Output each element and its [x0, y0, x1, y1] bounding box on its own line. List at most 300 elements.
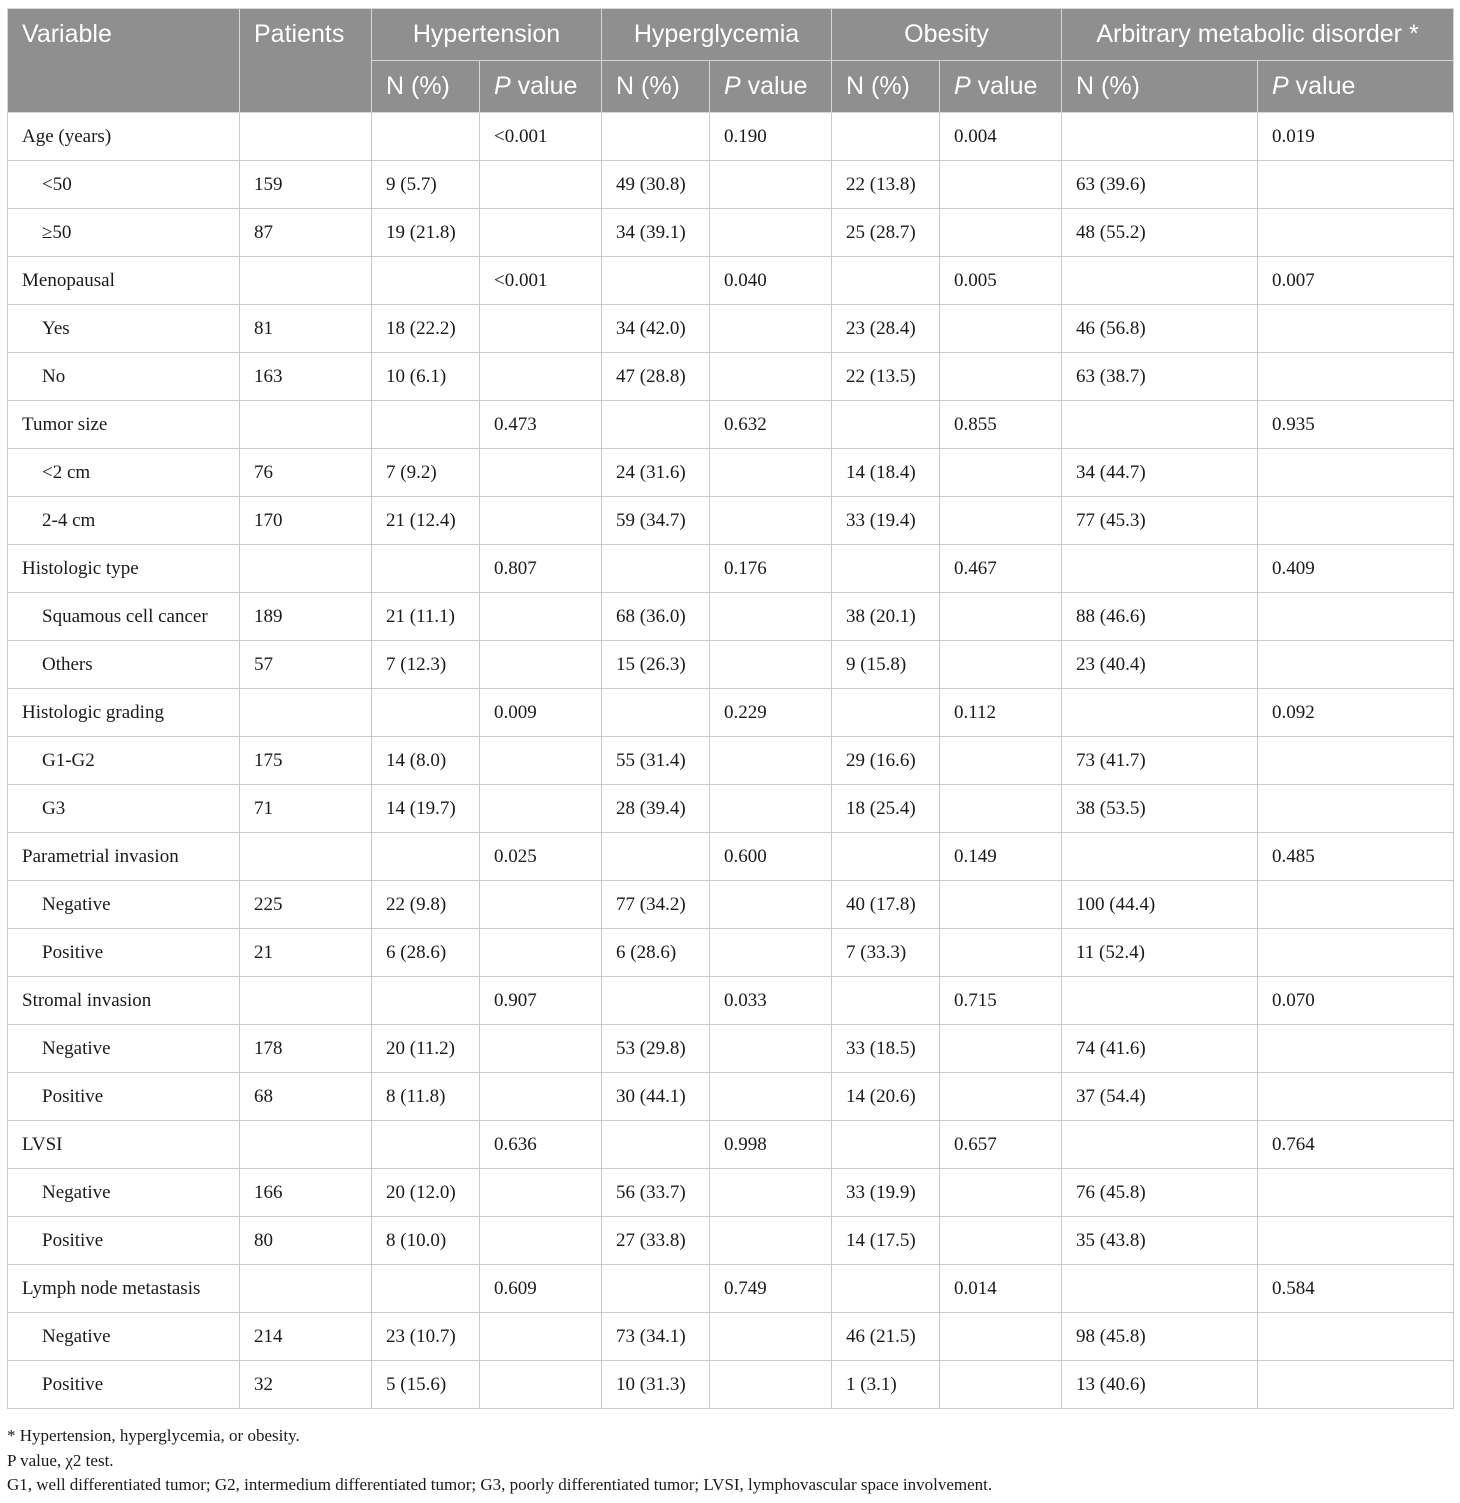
- p-value-cell: 0.019: [1258, 113, 1454, 161]
- table-row: [8, 497, 1454, 545]
- n-pct-cell: 63 (38.7): [1062, 353, 1258, 401]
- n-pct-cell: 38 (20.1): [832, 593, 940, 641]
- n-pct-cell: [372, 833, 480, 881]
- n-pct-cell: 20 (11.2): [372, 1025, 480, 1073]
- patients-cell: 32: [240, 1361, 372, 1409]
- p-value-cell: [480, 353, 602, 401]
- table-row: [8, 641, 1454, 689]
- p-value-cell: [710, 929, 832, 977]
- header-p-rest: value: [1288, 72, 1356, 100]
- header-group: Hyperglycemia: [602, 9, 832, 61]
- p-value-cell: [480, 305, 602, 353]
- header-n-pct: N (%): [832, 61, 940, 113]
- n-pct-cell: [1062, 113, 1258, 161]
- patients-cell: [240, 401, 372, 449]
- row-label: G3: [8, 785, 240, 833]
- p-value-cell: [480, 1169, 602, 1217]
- p-value-cell: 0.807: [480, 545, 602, 593]
- n-pct-cell: 48 (55.2): [1062, 209, 1258, 257]
- p-value-cell: [1258, 353, 1454, 401]
- footnote: * Hypertension, hyperglycemia, or obesity.: [7, 1426, 300, 1445]
- p-value-cell: 0.190: [710, 113, 832, 161]
- p-value-cell: 0.935: [1258, 401, 1454, 449]
- n-pct-cell: 49 (30.8): [602, 161, 710, 209]
- table-row: [8, 785, 1454, 833]
- n-pct-cell: 33 (18.5): [832, 1025, 940, 1073]
- row-label: Negative: [8, 881, 240, 929]
- n-pct-cell: 23 (40.4): [1062, 641, 1258, 689]
- patients-cell: 214: [240, 1313, 372, 1361]
- table-row: [8, 1217, 1454, 1265]
- p-value-cell: 0.473: [480, 401, 602, 449]
- row-label: Negative: [8, 1169, 240, 1217]
- table-row: [8, 305, 1454, 353]
- p-value-cell: [940, 353, 1062, 401]
- header-group: Arbitrary metabolic disorder *: [1062, 9, 1454, 61]
- p-value-cell: [940, 1361, 1062, 1409]
- patients-cell: 76: [240, 449, 372, 497]
- patients-cell: [240, 833, 372, 881]
- n-pct-cell: 77 (45.3): [1062, 497, 1258, 545]
- n-pct-cell: [832, 401, 940, 449]
- p-value-cell: 0.007: [1258, 257, 1454, 305]
- p-value-cell: [710, 593, 832, 641]
- p-value-cell: [940, 737, 1062, 785]
- p-value-cell: [940, 1169, 1062, 1217]
- n-pct-cell: [372, 977, 480, 1025]
- p-value-cell: [480, 209, 602, 257]
- p-value-cell: [1258, 305, 1454, 353]
- n-pct-cell: 46 (56.8): [1062, 305, 1258, 353]
- p-value-cell: 0.715: [940, 977, 1062, 1025]
- n-pct-cell: [1062, 689, 1258, 737]
- n-pct-cell: 30 (44.1): [602, 1073, 710, 1121]
- n-pct-cell: 7 (12.3): [372, 641, 480, 689]
- n-pct-cell: 40 (17.8): [832, 881, 940, 929]
- n-pct-cell: 68 (36.0): [602, 593, 710, 641]
- n-pct-cell: 53 (29.8): [602, 1025, 710, 1073]
- p-value-cell: [1258, 881, 1454, 929]
- n-pct-cell: 14 (20.6): [832, 1073, 940, 1121]
- row-label: ≥50: [8, 209, 240, 257]
- p-value-cell: 0.005: [940, 257, 1062, 305]
- p-value-cell: 0.070: [1258, 977, 1454, 1025]
- n-pct-cell: 47 (28.8): [602, 353, 710, 401]
- row-label: Yes: [8, 305, 240, 353]
- p-value-cell: [940, 785, 1062, 833]
- row-label: Histologic grading: [8, 689, 240, 737]
- p-value-cell: [1258, 1025, 1454, 1073]
- n-pct-cell: [372, 1121, 480, 1169]
- p-value-cell: 0.998: [710, 1121, 832, 1169]
- table-row: [8, 1025, 1454, 1073]
- p-value-cell: 0.409: [1258, 545, 1454, 593]
- p-value-cell: [480, 497, 602, 545]
- row-label: Histologic type: [8, 545, 240, 593]
- n-pct-cell: 33 (19.9): [832, 1169, 940, 1217]
- header-n-pct: N (%): [1062, 61, 1258, 113]
- p-value-cell: [710, 209, 832, 257]
- header-p-value: [1258, 61, 1454, 113]
- p-value-cell: 0.025: [480, 833, 602, 881]
- header-p-italic: P: [494, 72, 511, 100]
- n-pct-cell: 73 (34.1): [602, 1313, 710, 1361]
- header-group: Hypertension: [372, 9, 602, 61]
- p-value-cell: [710, 881, 832, 929]
- table-row: [8, 977, 1454, 1025]
- n-pct-cell: 21 (11.1): [372, 593, 480, 641]
- n-pct-cell: [602, 113, 710, 161]
- p-value-cell: [710, 1025, 832, 1073]
- n-pct-cell: 55 (31.4): [602, 737, 710, 785]
- n-pct-cell: 63 (39.6): [1062, 161, 1258, 209]
- n-pct-cell: 10 (31.3): [602, 1361, 710, 1409]
- header-p-value: [710, 61, 832, 113]
- p-value-cell: [1258, 449, 1454, 497]
- p-value-cell: 0.657: [940, 1121, 1062, 1169]
- n-pct-cell: [832, 257, 940, 305]
- table-row: [8, 401, 1454, 449]
- header-p-rest: value: [510, 72, 578, 100]
- n-pct-cell: [372, 545, 480, 593]
- n-pct-cell: 22 (13.5): [832, 353, 940, 401]
- p-value-cell: [710, 1169, 832, 1217]
- p-value-cell: <0.001: [480, 257, 602, 305]
- p-value-cell: [940, 929, 1062, 977]
- p-value-cell: [710, 1361, 832, 1409]
- n-pct-cell: [832, 113, 940, 161]
- header-p-italic: P: [724, 72, 741, 100]
- p-value-cell: 0.009: [480, 689, 602, 737]
- patients-cell: 175: [240, 737, 372, 785]
- row-label: Negative: [8, 1025, 240, 1073]
- n-pct-cell: [372, 113, 480, 161]
- row-label: Squamous cell cancer: [8, 593, 240, 641]
- n-pct-cell: [372, 401, 480, 449]
- n-pct-cell: 74 (41.6): [1062, 1025, 1258, 1073]
- n-pct-cell: 59 (34.7): [602, 497, 710, 545]
- row-label: <50: [8, 161, 240, 209]
- table-row: [8, 257, 1454, 305]
- patients-cell: [240, 257, 372, 305]
- n-pct-cell: 34 (39.1): [602, 209, 710, 257]
- n-pct-cell: 38 (53.5): [1062, 785, 1258, 833]
- n-pct-cell: [372, 1265, 480, 1313]
- p-value-cell: [940, 1313, 1062, 1361]
- row-label: Menopausal: [8, 257, 240, 305]
- patients-cell: 166: [240, 1169, 372, 1217]
- p-value-cell: 0.632: [710, 401, 832, 449]
- n-pct-cell: 77 (34.2): [602, 881, 710, 929]
- p-value-cell: 0.229: [710, 689, 832, 737]
- n-pct-cell: [1062, 1121, 1258, 1169]
- p-value-cell: [480, 1025, 602, 1073]
- results-table: [7, 8, 1454, 1409]
- table-row: [8, 1313, 1454, 1361]
- n-pct-cell: 15 (26.3): [602, 641, 710, 689]
- patients-cell: 87: [240, 209, 372, 257]
- table-row: [8, 545, 1454, 593]
- header-p-value: [940, 61, 1062, 113]
- header-p-rest: value: [740, 72, 808, 100]
- n-pct-cell: 29 (16.6): [832, 737, 940, 785]
- p-value-cell: [940, 1217, 1062, 1265]
- p-value-cell: 0.749: [710, 1265, 832, 1313]
- table-row: [8, 881, 1454, 929]
- p-value-cell: [1258, 593, 1454, 641]
- p-value-cell: [480, 593, 602, 641]
- n-pct-cell: 73 (41.7): [1062, 737, 1258, 785]
- p-value-cell: 0.600: [710, 833, 832, 881]
- p-value-cell: [480, 1361, 602, 1409]
- n-pct-cell: [1062, 545, 1258, 593]
- footnote: P value, χ2 test.: [7, 1450, 114, 1470]
- table-row: [8, 449, 1454, 497]
- p-value-cell: 0.033: [710, 977, 832, 1025]
- patients-cell: 225: [240, 881, 372, 929]
- header-n-pct: N (%): [602, 61, 710, 113]
- n-pct-cell: 27 (33.8): [602, 1217, 710, 1265]
- p-value-cell: [710, 737, 832, 785]
- n-pct-cell: 25 (28.7): [832, 209, 940, 257]
- row-label: <2 cm: [8, 449, 240, 497]
- table-row: [8, 593, 1454, 641]
- p-value-cell: [1258, 1073, 1454, 1121]
- patients-cell: 163: [240, 353, 372, 401]
- n-pct-cell: [372, 257, 480, 305]
- patients-cell: 81: [240, 305, 372, 353]
- row-label: Tumor size: [8, 401, 240, 449]
- n-pct-cell: 1 (3.1): [832, 1361, 940, 1409]
- p-value-cell: [940, 1073, 1062, 1121]
- n-pct-cell: 100 (44.4): [1062, 881, 1258, 929]
- patients-cell: 71: [240, 785, 372, 833]
- n-pct-cell: 76 (45.8): [1062, 1169, 1258, 1217]
- p-value-cell: [1258, 1313, 1454, 1361]
- p-value-cell: [710, 161, 832, 209]
- table-row: [8, 929, 1454, 977]
- patients-cell: 21: [240, 929, 372, 977]
- p-value-cell: [940, 593, 1062, 641]
- p-value-cell: [710, 497, 832, 545]
- p-value-cell: <0.001: [480, 113, 602, 161]
- n-pct-cell: [832, 545, 940, 593]
- table-row: [8, 833, 1454, 881]
- patients-cell: [240, 113, 372, 161]
- row-label: LVSI: [8, 1121, 240, 1169]
- header-variable: Variable: [8, 9, 240, 113]
- n-pct-cell: 7 (9.2): [372, 449, 480, 497]
- patients-cell: 159: [240, 161, 372, 209]
- table-row: [8, 1169, 1454, 1217]
- n-pct-cell: 98 (45.8): [1062, 1313, 1258, 1361]
- p-value-cell: 0.092: [1258, 689, 1454, 737]
- p-value-cell: [710, 305, 832, 353]
- p-value-cell: [1258, 641, 1454, 689]
- n-pct-cell: [1062, 833, 1258, 881]
- p-value-cell: [480, 737, 602, 785]
- row-label: Others: [8, 641, 240, 689]
- n-pct-cell: 6 (28.6): [602, 929, 710, 977]
- row-label: Parametrial invasion: [8, 833, 240, 881]
- patients-cell: 68: [240, 1073, 372, 1121]
- p-value-cell: [480, 929, 602, 977]
- header-p-value: [480, 61, 602, 113]
- p-value-cell: 0.764: [1258, 1121, 1454, 1169]
- n-pct-cell: [832, 1121, 940, 1169]
- n-pct-cell: 46 (21.5): [832, 1313, 940, 1361]
- n-pct-cell: 8 (10.0): [372, 1217, 480, 1265]
- p-value-cell: [480, 449, 602, 497]
- n-pct-cell: 34 (42.0): [602, 305, 710, 353]
- p-value-cell: [480, 161, 602, 209]
- n-pct-cell: 10 (6.1): [372, 353, 480, 401]
- p-value-cell: [940, 209, 1062, 257]
- p-value-cell: [940, 641, 1062, 689]
- header-p-italic: P: [1272, 72, 1289, 100]
- n-pct-cell: [832, 977, 940, 1025]
- n-pct-cell: [832, 1265, 940, 1313]
- p-value-cell: [1258, 1169, 1454, 1217]
- n-pct-cell: 6 (28.6): [372, 929, 480, 977]
- table-row: [8, 737, 1454, 785]
- p-value-cell: [1258, 209, 1454, 257]
- n-pct-cell: 37 (54.4): [1062, 1073, 1258, 1121]
- n-pct-cell: 33 (19.4): [832, 497, 940, 545]
- patients-cell: [240, 689, 372, 737]
- patients-cell: 189: [240, 593, 372, 641]
- n-pct-cell: 35 (43.8): [1062, 1217, 1258, 1265]
- n-pct-cell: [602, 545, 710, 593]
- row-label: G1-G2: [8, 737, 240, 785]
- n-pct-cell: 14 (17.5): [832, 1217, 940, 1265]
- table-row: [8, 1073, 1454, 1121]
- row-label: Lymph node metastasis: [8, 1265, 240, 1313]
- n-pct-cell: 34 (44.7): [1062, 449, 1258, 497]
- n-pct-cell: [1062, 401, 1258, 449]
- table-row: [8, 1361, 1454, 1409]
- row-label: Age (years): [8, 113, 240, 161]
- patients-cell: 170: [240, 497, 372, 545]
- p-value-cell: [480, 641, 602, 689]
- p-value-cell: [940, 305, 1062, 353]
- n-pct-cell: [1062, 1265, 1258, 1313]
- row-label: Positive: [8, 1073, 240, 1121]
- p-value-cell: [710, 785, 832, 833]
- n-pct-cell: 20 (12.0): [372, 1169, 480, 1217]
- n-pct-cell: 24 (31.6): [602, 449, 710, 497]
- p-value-cell: [710, 1217, 832, 1265]
- p-value-cell: 0.907: [480, 977, 602, 1025]
- p-value-cell: [710, 1313, 832, 1361]
- n-pct-cell: [832, 833, 940, 881]
- table-row: [8, 209, 1454, 257]
- table-container: [7, 8, 1453, 1409]
- n-pct-cell: 8 (11.8): [372, 1073, 480, 1121]
- n-pct-cell: [832, 689, 940, 737]
- p-value-cell: 0.636: [480, 1121, 602, 1169]
- header-p-rest: value: [970, 72, 1038, 100]
- n-pct-cell: 14 (19.7): [372, 785, 480, 833]
- row-label: Negative: [8, 1313, 240, 1361]
- n-pct-cell: [1062, 977, 1258, 1025]
- p-value-cell: 0.176: [710, 545, 832, 593]
- n-pct-cell: [602, 977, 710, 1025]
- row-label: Positive: [8, 929, 240, 977]
- n-pct-cell: 7 (33.3): [832, 929, 940, 977]
- n-pct-cell: 9 (15.8): [832, 641, 940, 689]
- table-row: [8, 113, 1454, 161]
- header-group: Obesity: [832, 9, 1062, 61]
- n-pct-cell: 23 (28.4): [832, 305, 940, 353]
- p-value-cell: [940, 449, 1062, 497]
- table-row: [8, 1121, 1454, 1169]
- p-value-cell: [940, 1025, 1062, 1073]
- p-value-cell: 0.014: [940, 1265, 1062, 1313]
- header-n-pct: N (%): [372, 61, 480, 113]
- p-value-cell: [480, 785, 602, 833]
- p-value-cell: [1258, 161, 1454, 209]
- patients-cell: [240, 545, 372, 593]
- p-value-cell: 0.855: [940, 401, 1062, 449]
- table-row: [8, 1265, 1454, 1313]
- p-value-cell: [1258, 1217, 1454, 1265]
- n-pct-cell: [602, 1121, 710, 1169]
- row-label: No: [8, 353, 240, 401]
- row-label: Positive: [8, 1217, 240, 1265]
- table-row: [8, 161, 1454, 209]
- patients-cell: 80: [240, 1217, 372, 1265]
- row-label: Stromal invasion: [8, 977, 240, 1025]
- n-pct-cell: 5 (15.6): [372, 1361, 480, 1409]
- row-label: Positive: [8, 1361, 240, 1409]
- p-value-cell: [1258, 737, 1454, 785]
- n-pct-cell: 22 (9.8): [372, 881, 480, 929]
- n-pct-cell: [602, 1265, 710, 1313]
- n-pct-cell: 21 (12.4): [372, 497, 480, 545]
- p-value-cell: [940, 161, 1062, 209]
- table-body: [8, 113, 1454, 1409]
- p-value-cell: [1258, 1361, 1454, 1409]
- p-value-cell: [710, 641, 832, 689]
- p-value-cell: 0.149: [940, 833, 1062, 881]
- p-value-cell: [710, 449, 832, 497]
- p-value-cell: [710, 353, 832, 401]
- patients-cell: [240, 1265, 372, 1313]
- footnote: G1, well differentiated tumor; G2, intermedium differentiated tumor; G3, poorly differentiated tumor; LVSI, lymphovascular space involvement.: [7, 1475, 993, 1494]
- p-value-cell: [480, 1313, 602, 1361]
- n-pct-cell: 18 (22.2): [372, 305, 480, 353]
- p-value-cell: [940, 497, 1062, 545]
- patients-cell: [240, 1121, 372, 1169]
- n-pct-cell: 19 (21.8): [372, 209, 480, 257]
- n-pct-cell: 9 (5.7): [372, 161, 480, 209]
- n-pct-cell: [602, 689, 710, 737]
- n-pct-cell: 14 (8.0): [372, 737, 480, 785]
- p-value-cell: 0.112: [940, 689, 1062, 737]
- n-pct-cell: [602, 257, 710, 305]
- p-value-cell: 0.609: [480, 1265, 602, 1313]
- table-row: [8, 353, 1454, 401]
- p-value-cell: [1258, 785, 1454, 833]
- p-value-cell: [940, 881, 1062, 929]
- n-pct-cell: 14 (18.4): [832, 449, 940, 497]
- p-value-cell: 0.467: [940, 545, 1062, 593]
- n-pct-cell: 13 (40.6): [1062, 1361, 1258, 1409]
- table-row: [8, 689, 1454, 737]
- n-pct-cell: 22 (13.8): [832, 161, 940, 209]
- p-value-cell: [480, 1073, 602, 1121]
